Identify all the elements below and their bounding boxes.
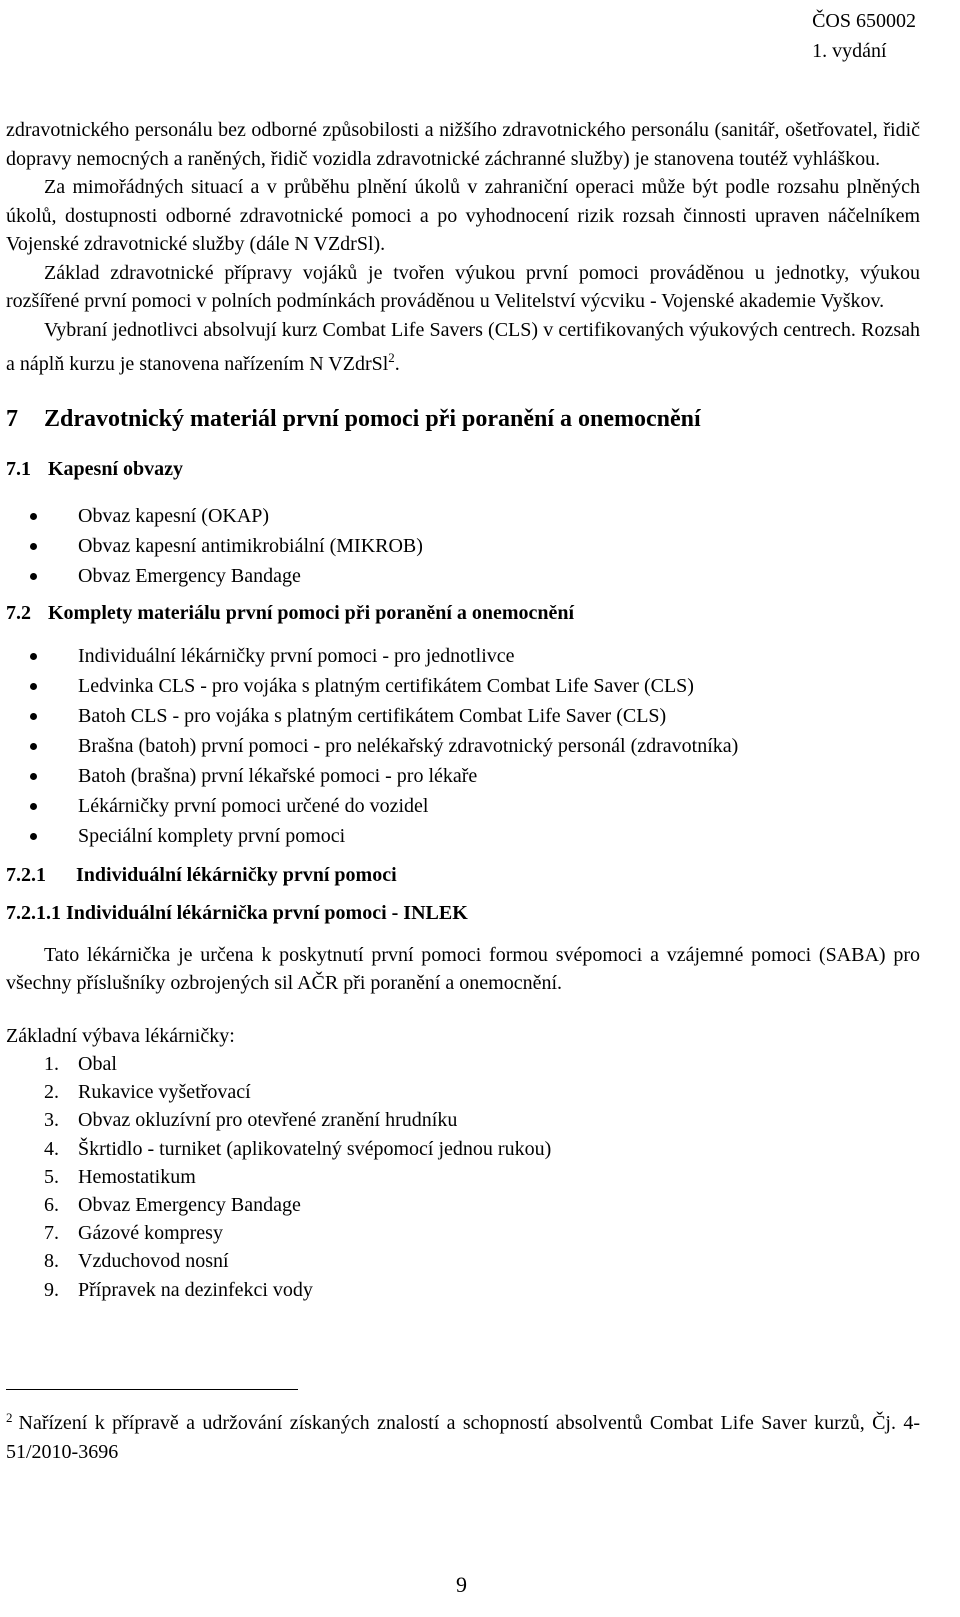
intro-paragraph-4	[6, 316, 920, 379]
list-item	[6, 1135, 920, 1163]
list-item-text: Škrtidlo - turniket (aplikovatelný svépomocí jednou rukou)	[78, 1137, 552, 1160]
section-7-2-list	[6, 641, 920, 851]
intro-paragraph-3: Základ zdravotnické přípravy vojáků je tvořen výukou první pomoci prováděnou u jednotky, výukou rozšířené první pomoci v polních podmínkách prováděnou u Velitelství výcviku - Vojenské akademie Vyškov.	[6, 261, 920, 312]
intro-paragraph-4-end: .	[394, 353, 400, 375]
list-item	[6, 1247, 920, 1275]
list-item	[6, 1219, 920, 1247]
section-7-2-1-1-title: Individuální lékárnička první pomoci - INLEK	[66, 901, 468, 924]
section-7-title: Zdravotnický materiál první pomoci při poranění a onemocnění	[44, 405, 701, 432]
list-item	[6, 1276, 920, 1304]
list-item-text: Rukavice vyšetřovací	[78, 1081, 251, 1104]
section-7-2-1-1-number: 7.2.1.1	[6, 901, 61, 924]
list-item: Obvaz Emergency Bandage	[6, 561, 920, 591]
inlek-description: Tato lékárnička je určena k poskytnutí první pomoci formou svépomoci a vzájemné pomoci (SABA) pro všechny příslušníky ozbrojených sil AČR při poranění a onemocnění.	[6, 943, 920, 994]
footnote-reference: 2	[388, 350, 395, 365]
page-number: 9	[456, 1572, 467, 1597]
section-7-heading	[6, 403, 920, 435]
list-item-text: Hemostatikum	[78, 1165, 196, 1188]
page-header	[812, 6, 916, 66]
list-item-text: Přípravek na dezinfekci vody	[78, 1278, 313, 1301]
list-item: Brašna (batoh) první pomoci - pro nelékařský zdravotnický personál (zdravotníka)	[6, 731, 920, 761]
list-item-text: Gázové kompresy	[78, 1222, 223, 1245]
list-item: Batoh (brašna) první lékařské pomoci - pro lékaře	[6, 761, 920, 791]
list-item: Obvaz kapesní (OKAP)	[6, 501, 920, 531]
footnote	[6, 1404, 920, 1466]
list-item	[6, 1050, 920, 1078]
list-item-number: 6.	[44, 1194, 59, 1217]
list-item-number: 1.	[44, 1053, 59, 1075]
list-item-number: 9.	[44, 1278, 59, 1301]
list-item-number: 8.	[44, 1250, 59, 1273]
section-7-2-1-title: Individuální lékárničky první pomoci	[76, 863, 397, 886]
section-7-2-heading	[6, 599, 920, 627]
intro-paragraph-1: zdravotnického personálu bez odborné způsobilosti a nižšího zdravotnického personálu (sanitář, ošetřovatel, řidič dopravy nemocných a raněných, řidič vozidla zdravotnické záchranné služby) je stanovena toutéž vyhláškou.	[6, 119, 920, 170]
intro-paragraph-4-text: Vybraní jednotlivci absolvují kurz Combat Life Savers (CLS) v certifikovaných výukových centrech. Rozsah a náplň kurzu je stanovena nařízením N VZdrSl	[6, 318, 920, 375]
list-item-text: Vzduchovod nosní	[78, 1250, 229, 1273]
list-item-number: 2.	[44, 1081, 59, 1104]
list-item-number: 7.	[44, 1222, 59, 1245]
list-item-text: Obvaz okluzívní pro otevřené zranění hrudníku	[78, 1109, 458, 1132]
list-item-number: 4.	[44, 1137, 59, 1160]
list-item	[6, 1106, 920, 1134]
section-7-1-heading	[6, 455, 920, 483]
list-item: Lékárničky první pomoci určené do vozidel	[6, 791, 920, 821]
list-item: Individuální lékárničky první pomoci - pro jednotlivce	[6, 641, 920, 671]
document-id: ČOS 650002	[812, 10, 916, 32]
equipment-list	[6, 1050, 920, 1304]
section-7-number: 7	[6, 405, 18, 432]
section-7-1-list	[6, 501, 920, 591]
footnote-text: Nařízení k přípravě a udržování získaných znalostí a schopností absolventů Combat Life Saver kurzů, Čj. 4-51/2010-3696	[6, 1412, 920, 1463]
list-item: Obvaz kapesní antimikrobiální (MIKROB)	[6, 531, 920, 561]
section-7-2-1-heading	[6, 861, 920, 889]
list-item: Batoh CLS - pro vojáka s platným certifikátem Combat Life Saver (CLS)	[6, 701, 920, 731]
list-item-text: Obvaz Emergency Bandage	[78, 1194, 301, 1217]
edition-label: 1. vydání	[812, 40, 887, 62]
section-7-2-number: 7.2	[6, 601, 31, 624]
list-item: Speciální komplety první pomoci	[6, 821, 920, 851]
intro-paragraph-2: Za mimořádných situací a v průběhu plnění úkolů v zahraniční operaci může být podle rozsahu plněných úkolů, dostupnosti odborné zdravotnické pomoci a po vyhodnocení rizik rozsah činnosti upraven náčelníkem Vojenské zdravotnické služby (dále N VZdrSl).	[6, 176, 920, 255]
list-item-text: Obal	[78, 1053, 117, 1075]
section-7-2-1-1-heading	[6, 899, 920, 927]
section-7-2-title: Komplety materiálu první pomoci při poranění a onemocnění	[48, 601, 575, 624]
page-content	[6, 116, 920, 1304]
list-item-number: 5.	[44, 1165, 59, 1188]
list-item-number: 3.	[44, 1109, 59, 1132]
list-item	[6, 1191, 920, 1219]
list-item	[6, 1163, 920, 1191]
section-7-1-number: 7.1	[6, 457, 31, 480]
section-7-1-title: Kapesní obvazy	[48, 457, 184, 480]
list-item	[6, 1078, 920, 1106]
section-7-2-1-number: 7.2.1	[6, 863, 46, 886]
list-item: Ledvinka CLS - pro vojáka s platným certifikátem Combat Life Saver (CLS)	[6, 671, 920, 701]
equipment-list-heading: Základní výbava lékárničky:	[6, 1024, 235, 1047]
footnote-divider	[6, 1389, 298, 1390]
footnote-mark: 2	[6, 1410, 13, 1425]
